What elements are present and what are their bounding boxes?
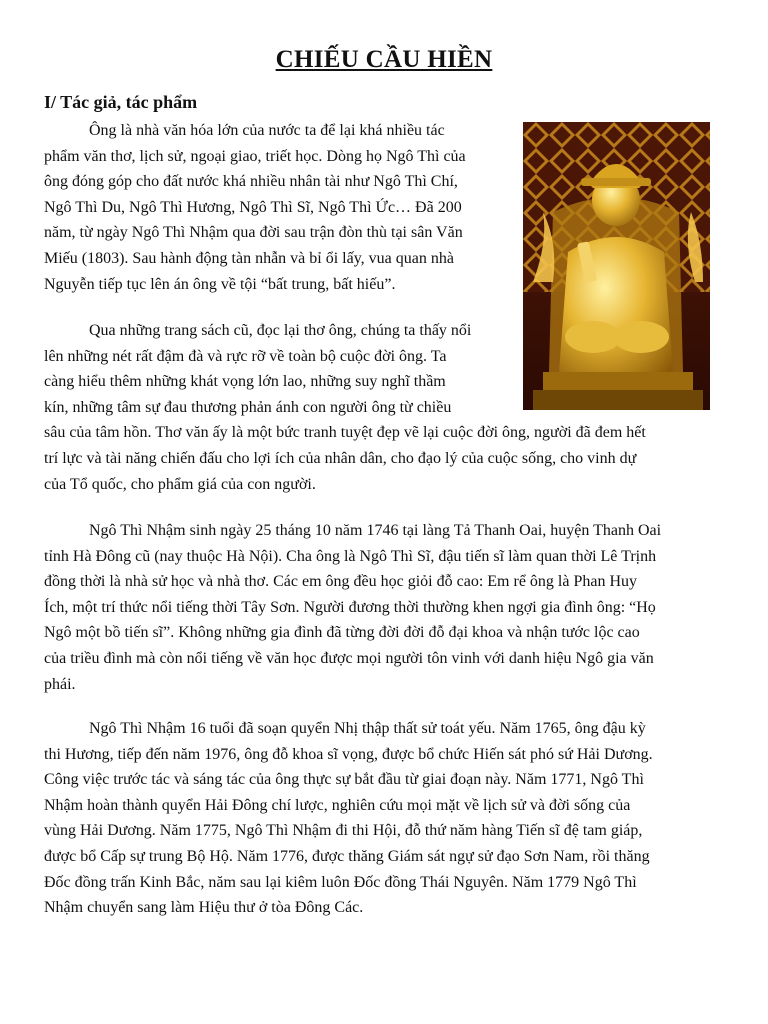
- section-heading: I/ Tác giả, tác phẩm: [44, 92, 198, 112]
- text-line: Miếu (1803). Sau hành động tàn nhẫn và bỉ ổi lấy, vua quan nhà: [44, 249, 454, 267]
- text-line: Công việc trước tác và sáng tác của ông thực sự bắt đầu từ giai đoạn này. Năm 1771, Ngô Thì: [44, 771, 644, 789]
- text-line: Qua những trang sách cũ, đọc lại thơ ông, chúng ta thấy nổi: [89, 322, 472, 339]
- text-line: Đốc đồng trấn Kinh Bắc, năm sau lại kiêm luôn Đốc đồng Thái Nguyên. Năm 1779 Ngô Thì: [44, 873, 637, 891]
- text-line: Ngô Thì Du, Ngô Thì Hương, Ngô Thì Sĩ, Ngô Thì Ức… Đã 200: [44, 198, 462, 216]
- text-line: Ngô Thì Nhậm sinh ngày 25 tháng 10 năm 1746 tại làng Tả Thanh Oai, huyện Thanh Oai: [89, 522, 662, 539]
- text-line: vùng Hải Dương. Năm 1775, Ngô Thì Nhậm đi thi Hội, đỗ thứ năm hàng Tiến sĩ đệ tam giáp,: [44, 822, 643, 840]
- text-line: được bổ Cấp sự trung Bộ Hộ. Năm 1776, được thăng Giám sát ngự sử đạo Sơn Nam, rồi thăng: [44, 847, 650, 865]
- text-line: phái.: [44, 675, 76, 693]
- text-line: của Tổ quốc, cho phẩm giá của con người.: [44, 475, 316, 493]
- text-line: ông đóng góp cho đất nước khá nhiều nhân tài như Ngô Thì Chí,: [44, 173, 458, 191]
- text-line: Nguyễn tiếp tục lên án ông về tội “bất trung, bất hiếu”.: [44, 275, 396, 293]
- paragraph-2: [44, 318, 724, 497]
- text-line: Ông là nhà văn hóa lớn của nước ta để lại khá nhiều tác: [89, 122, 445, 139]
- text-line: trí lực và tài năng chiến đấu cho lợi ích của nhân dân, cho đạo lý của cuộc sống, cho vinh dự: [44, 449, 637, 467]
- paragraph-3: [44, 518, 724, 697]
- text-line: Nhậm hoàn thành quyển Hải Đông chí lược, nghiên cứu mọi mặt về lịch sử và đời sống của: [44, 796, 631, 814]
- text-line: tỉnh Hà Đông cũ (nay thuộc Hà Nội). Cha ông là Ngô Thì Sĩ, đậu tiến sĩ làm quan thời Lê Trịnh: [44, 547, 657, 565]
- text-line: phẩm văn thơ, lịch sử, ngoại giao, triết học. Dòng họ Ngô Thì của: [44, 147, 466, 165]
- paragraph-4: [44, 716, 724, 921]
- text-line: kín, những tâm sự đau thương phản ánh con người ông từ chiều: [44, 398, 452, 416]
- text-line: đồng thời là nhà sử học và nhà thơ. Các em ông đều học giỏi đỗ cao: Em rể ông là Phan Huy: [44, 573, 638, 591]
- text-line: năm, từ ngày Ngô Thì Nhậm qua đời sau trận đòn thù tại sân Văn: [44, 224, 463, 242]
- text-line: càng hiểu thêm những khát vọng lớn lao, những suy nghĩ thầm: [44, 373, 446, 391]
- text-line: Nhậm chuyển sang làm Hiệu thư ở tòa Đông Các.: [44, 899, 364, 917]
- text-line: Ngô Thì Nhậm 16 tuổi đã soạn quyển Nhị thập thất sử toát yếu. Năm 1765, ông đậu kỳ: [89, 720, 646, 737]
- text-line: của triều đình mà còn nổi tiếng về văn học được mọi người tôn vinh với danh hiệu Ngô gia văn: [44, 649, 654, 667]
- text-line: thi Hương, tiếp đến năm 1976, ông đỗ khoa sĩ vọng, được bổ chức Hiến sát phó sứ Hải Dương.: [44, 745, 653, 763]
- paragraph-1: [44, 118, 514, 297]
- text-line: Ngô một bồ tiến sĩ”. Không những gia đình đã từng đời đời đỗ đại khoa và nhận tước lộc cao: [44, 624, 640, 642]
- text-line: sâu của tâm hồn. Thơ văn ấy là một bức tranh tuyệt đẹp vẽ lại cuộc đời ông, người đã đem hết: [44, 424, 646, 442]
- text-line: lên những nét rất đậm đà và rực rỡ về toàn bộ cuộc đời ông. Ta: [44, 347, 447, 365]
- page-title: CHIẾU CẦU HIỀN: [275, 46, 493, 73]
- text-line: Ích, một trí thức nổi tiếng thời Tây Sơn. Người đương thời thường khen ngợi gia đình ông: “Họ: [44, 598, 656, 616]
